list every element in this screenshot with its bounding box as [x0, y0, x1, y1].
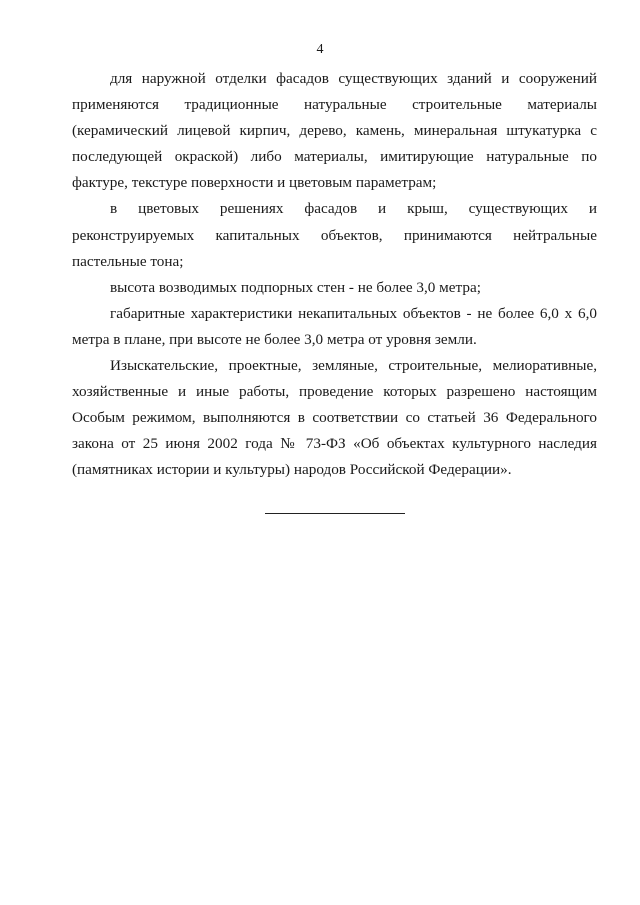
paragraph-retaining-walls: высота возводимых подпорных стен - не более 3,0 метра; [110, 278, 481, 296]
paragraph-color-solutions: в цветовых решениях фасадов и крыш, существующих и реконструируемых капитальных объектов, принимаются нейтральные пастельные тона; [72, 200, 597, 270]
end-of-document-rule [265, 513, 405, 514]
page-number: 4 [316, 42, 324, 57]
document-body [72, 66, 597, 484]
paragraph-temporary-objects: габаритные характеристики некапитальных объектов - не более 6,0 х 6,0 метра в плане, при высоте не более 3,0 метра от уровня земли. [72, 304, 597, 348]
paragraph-works-regulation: Изыскательские, проектные, земляные, строительные, мелиоративные, хозяйственные и иные работы, проведение которых разрешено настоящим Особым режимом, выполняются в соответствии со статьей 36 Федерального закона от 25 июня 2002 года № 73-ФЗ «Об объектах культурного наследия (памятниках истории и культуры) народов Российской Федерации». [72, 357, 597, 479]
paragraph-facade-materials: для наружной отделки фасадов существующих зданий и сооружений применяются традиционные натуральные строительные материалы (керамический лицевой кирпич, дерево, камень, минеральная штукатурка с последующей окраской) либо материалы, имитирующие натуральные по фактуре, текстуре поверхности и цветовым параметрам; [72, 70, 597, 192]
